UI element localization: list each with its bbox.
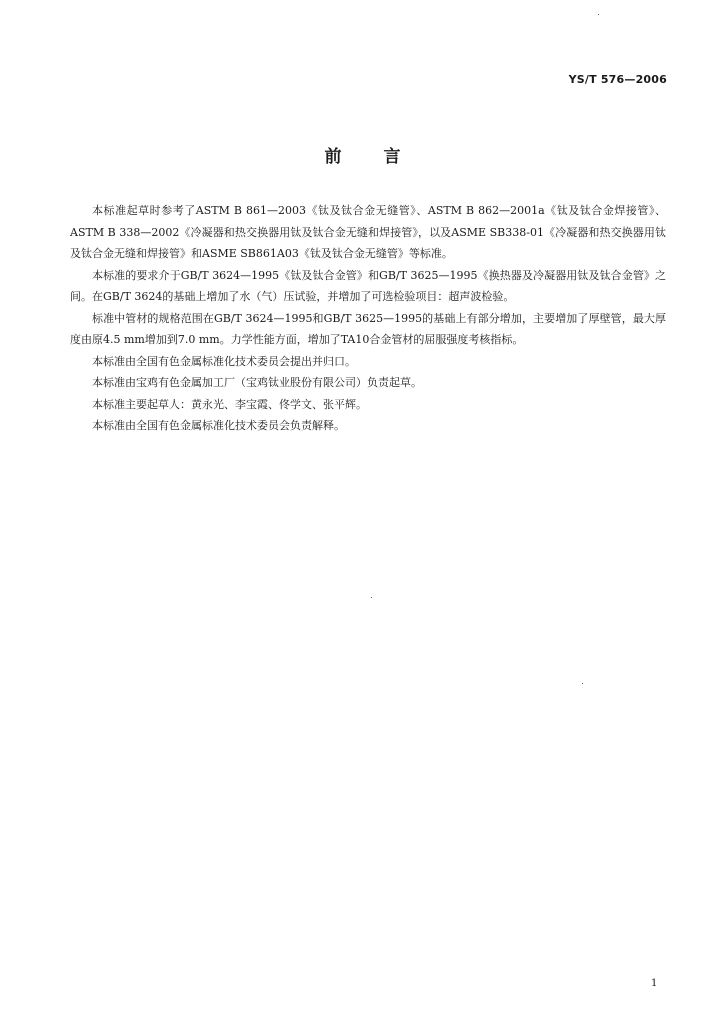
document-code: YS/T 576—2006 [568,73,667,86]
paragraph-interpretation: 本标准由全国有色金属标准化技术委员会负责解释。 [92,419,345,432]
paragraph-requirements: 本标准的要求介于GB/T 3624—1995《钛及钛合金管》和GB/T 3625—1995《换热器及冷凝器用钛及钛合金管》之间。在GB/T 3624的基础上增加了水（气）压试验，并增加了可选检验项目：超声波检验。 [70,268,666,303]
scan-speck [371,597,372,598]
paragraph-drafting-org: 本标准由宝鸡有色金属加工厂（宝鸡钛业股份有限公司）负责起草。 [92,376,422,389]
paragraph-drafters: 本标准主要起草人：黄永光、李宝霞、佟学文、张平辉。 [92,397,367,411]
paragraph-proposer: 本标准由全国有色金属标准化技术委员会提出并归口。 [92,354,356,368]
scan-speck [598,14,599,15]
foreword-body [70,200,666,437]
scan-speck [582,683,583,684]
page-title: 前言 [324,147,443,167]
paragraph-references: 本标准起草时参考了ASTM B 861—2003《钛及钛合金无缝管》、ASTM B 862—2001a《钛及钛合金焊接管》、ASTM B 338—2002《冷凝器和热交换器用钛及钛合金无缝和焊接管》，以及ASME SB338-01《冷凝器和热交换器用钛及钛合金无缝和焊接管》和ASME SB861A03《钛及钛合金无缝管》等标准。 [70,204,666,260]
page-number: 1 [651,978,658,989]
paragraph-specifications: 标准中管材的规格范围在GB/T 3624—1995和GB/T 3625—1995的基础上有部分增加，主要增加了厚壁管，最大厚度由原4.5 mm增加到7.0 mm。力学性能方面，增加了TA10合金管材的屈服强度考核指标。 [70,311,666,346]
